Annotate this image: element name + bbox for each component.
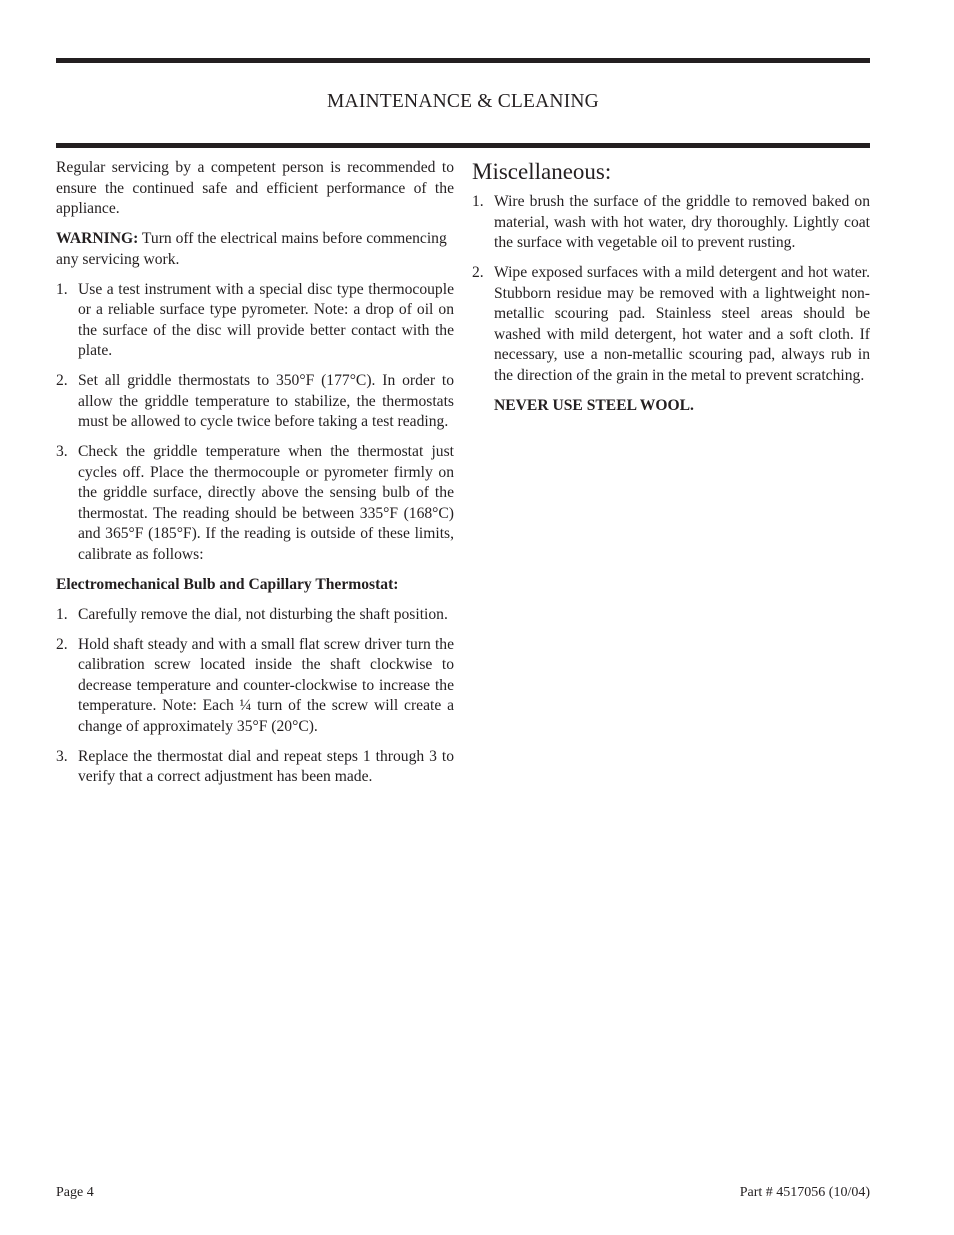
list-item-text: Replace the thermostat dial and repeat steps 1 through 3 to verify that a correct adjustment has been made. (78, 747, 454, 785)
thermostat-subheading: Electromechanical Bulb and Capillary Thermostat: (56, 575, 399, 593)
list-item-text: Check the griddle temperature when the thermostat just cycles off. Place the thermocouple or pyrometer firmly on the griddle surface, directly above the sensing bulb of the thermostat. The reading should be between 335°F (168°C) and 365°F (185°F). If the reading is outside of these limits, calibrate as follows: (78, 443, 454, 563)
warning-text: Turn off the electrical mains before commencing any servicing work. (56, 230, 447, 268)
list-item-number: 2. (56, 635, 68, 653)
list-item (56, 280, 454, 362)
list-item-number: 2. (472, 264, 484, 281)
left-column (56, 158, 454, 797)
list-item (472, 192, 870, 254)
list-item (56, 442, 454, 565)
page-number: Page 4 (56, 1185, 94, 1200)
list-item-number: 1. (56, 280, 68, 298)
warning-label: WARNING: (56, 230, 139, 247)
list-item (472, 263, 870, 386)
test-steps-list (56, 280, 454, 566)
list-item-text: Hold shaft steady and with a small flat screw driver turn the calibration screw located inside the shaft clockwise to decrease temperature and counter-clockwise to increase the temperature. Note: Each ¼ turn of the screw will create a change of approximately 35°F (20°C). (78, 635, 454, 735)
warning-paragraph (56, 229, 454, 270)
miscellaneous-list (472, 192, 870, 386)
list-item-number: 1. (56, 605, 68, 623)
intro-paragraph: Regular servicing by a competent person is recommended to ensure the continued safe and efficient performance of the appliance. (56, 159, 454, 217)
list-item-text: Use a test instrument with a special disc type thermocouple or a reliable surface type pyrometer. Note: a drop of oil on the surface of the disc will provide better contact with the plate. (78, 280, 454, 359)
header-bottom-rule (56, 143, 870, 148)
list-item-number: 1. (472, 193, 484, 210)
calibration-steps-list (56, 605, 454, 788)
section-title: MAINTENANCE & CLEANING (327, 91, 599, 112)
list-item-number: 3. (56, 443, 68, 460)
list-item-text: Wipe exposed surfaces with a mild detergent and hot water. Stubborn residue may be removed with a lightweight non-metallic scouring pad. Stainless steel areas should be washed with mild detergent, hot water and a soft cloth. If necessary, use a non-metallic scouring pad, always rub in the direction of the grain in the metal to prevent scratching. (494, 264, 870, 384)
list-item-number: 3. (56, 747, 68, 765)
list-item-text: Wire brush the surface of the griddle to removed baked on material, wash with hot water, dry thoroughly. Lightly coat the surface with vegetable oil to prevent rusting. (494, 193, 870, 251)
list-item (56, 635, 454, 738)
list-item (56, 605, 454, 626)
list-item (56, 747, 454, 788)
part-number: Part # 4517056 (10/04) (739, 1185, 870, 1200)
list-item-text: Set all griddle thermostats to 350°F (177°C). In order to allow the griddle temperature to stabilize, the thermostats must be allowed to cycle twice before taking a test reading. (78, 372, 454, 430)
list-item (56, 371, 454, 433)
steel-wool-note: NEVER USE STEEL WOOL. (494, 396, 694, 414)
list-item-text: Carefully remove the dial, not disturbing the shaft position. (78, 605, 448, 623)
right-column (472, 158, 870, 416)
miscellaneous-heading: Miscellaneous: (472, 159, 612, 184)
list-item-number: 2. (56, 372, 68, 389)
top-rule (56, 58, 870, 63)
